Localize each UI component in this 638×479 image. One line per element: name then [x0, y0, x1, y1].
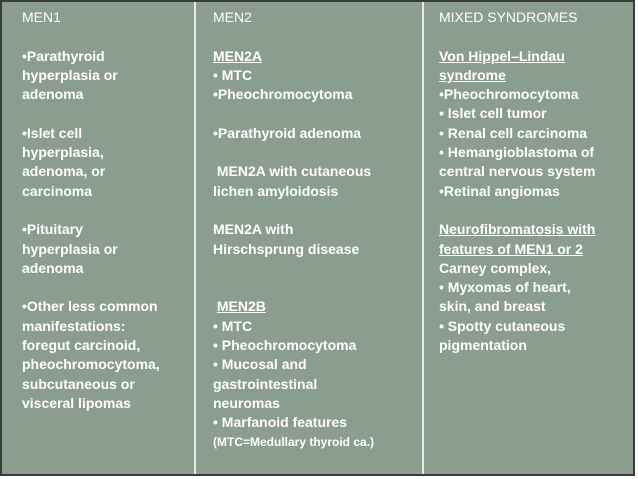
- men2-line: lichen amyloidosis: [213, 182, 339, 199]
- men1-line: •Parathyroid: [22, 47, 105, 64]
- mixed-line: • Hemangioblastoma of: [439, 144, 595, 161]
- mixed-line: • Renal cell carcinoma: [439, 124, 588, 141]
- men1-line: adenoma: [22, 86, 84, 103]
- men2-line: Hirschsprung disease: [213, 240, 360, 257]
- men1-line: •Other less common: [22, 298, 158, 315]
- men1-header: MEN1: [22, 9, 61, 25]
- mixed-line: Carney complex,: [439, 259, 552, 276]
- nf-subheading: Neurofibromatosis with: [439, 221, 596, 238]
- mixed-line: •Pheochromocytoma: [439, 86, 579, 103]
- mixed-line: • Islet cell tumor: [439, 105, 547, 122]
- men1-line: carcinoma: [22, 182, 93, 199]
- men2-line: neuromas: [213, 394, 280, 411]
- mixed-line: central nervous system: [439, 163, 596, 180]
- men1-line: adenoma, or: [22, 163, 106, 180]
- men1-line: foregut carcinoid,: [22, 337, 141, 354]
- mixed-line: pigmentation: [439, 337, 527, 354]
- men2-line: • MTC: [213, 317, 253, 334]
- men1-line: hyperplasia,: [22, 144, 104, 161]
- men2b-subheading: MEN2B: [216, 298, 266, 315]
- mixed-line: • Spotty cutaneous: [439, 317, 566, 334]
- men1-line: hyperplasia or: [22, 66, 118, 83]
- men2-line: • Pheochromocytoma: [213, 337, 357, 354]
- mixed-header: MIXED SYNDROMES: [439, 9, 578, 25]
- men1-line: •Islet cell: [22, 124, 83, 141]
- men2-line: MEN2A with cutaneous: [213, 163, 372, 180]
- men2-line: MEN2A with: [213, 221, 294, 238]
- men1-line: hyperplasia or: [22, 240, 118, 257]
- men2a-subheading: MEN2A: [213, 47, 263, 64]
- men1-line: subcutaneous or: [22, 375, 135, 392]
- men2-column: [196, 2, 424, 474]
- vhl-subheading: syndrome: [439, 66, 506, 83]
- men2-line: • MTC: [213, 66, 253, 83]
- mixed-line: skin, and breast: [439, 298, 546, 315]
- men1-line: manifestations:: [22, 317, 126, 334]
- men2-line: • Marfanoid features: [213, 414, 348, 431]
- men1-line: •Pituitary: [22, 221, 83, 238]
- men2-header: MEN2: [213, 9, 252, 25]
- men1-line: adenoma: [22, 259, 84, 276]
- men1-line: visceral lipomas: [22, 394, 131, 411]
- nf-subheading: features of MEN1 or 2: [439, 240, 583, 257]
- men2b-subheading-wrap: [213, 297, 422, 316]
- men2-line: •Pheochromocytoma: [213, 86, 353, 103]
- men2-line: •Parathyroid adenoma: [213, 124, 362, 141]
- men1-line: pheochromocytoma,: [22, 356, 160, 373]
- men2-line: gastrointestinal: [213, 375, 318, 392]
- mtc-footnote: (MTC=Medullary thyroid ca.): [213, 434, 375, 449]
- mixed-syndromes-column: [424, 2, 633, 474]
- mixed-line: •Retinal angiomas: [439, 182, 560, 199]
- vhl-subheading: Von Hippel–Lindau: [439, 47, 565, 64]
- mixed-line: • Myxomas of heart,: [439, 279, 571, 296]
- men2-line: • Mucosal and: [213, 356, 307, 373]
- men1-column: [2, 2, 196, 474]
